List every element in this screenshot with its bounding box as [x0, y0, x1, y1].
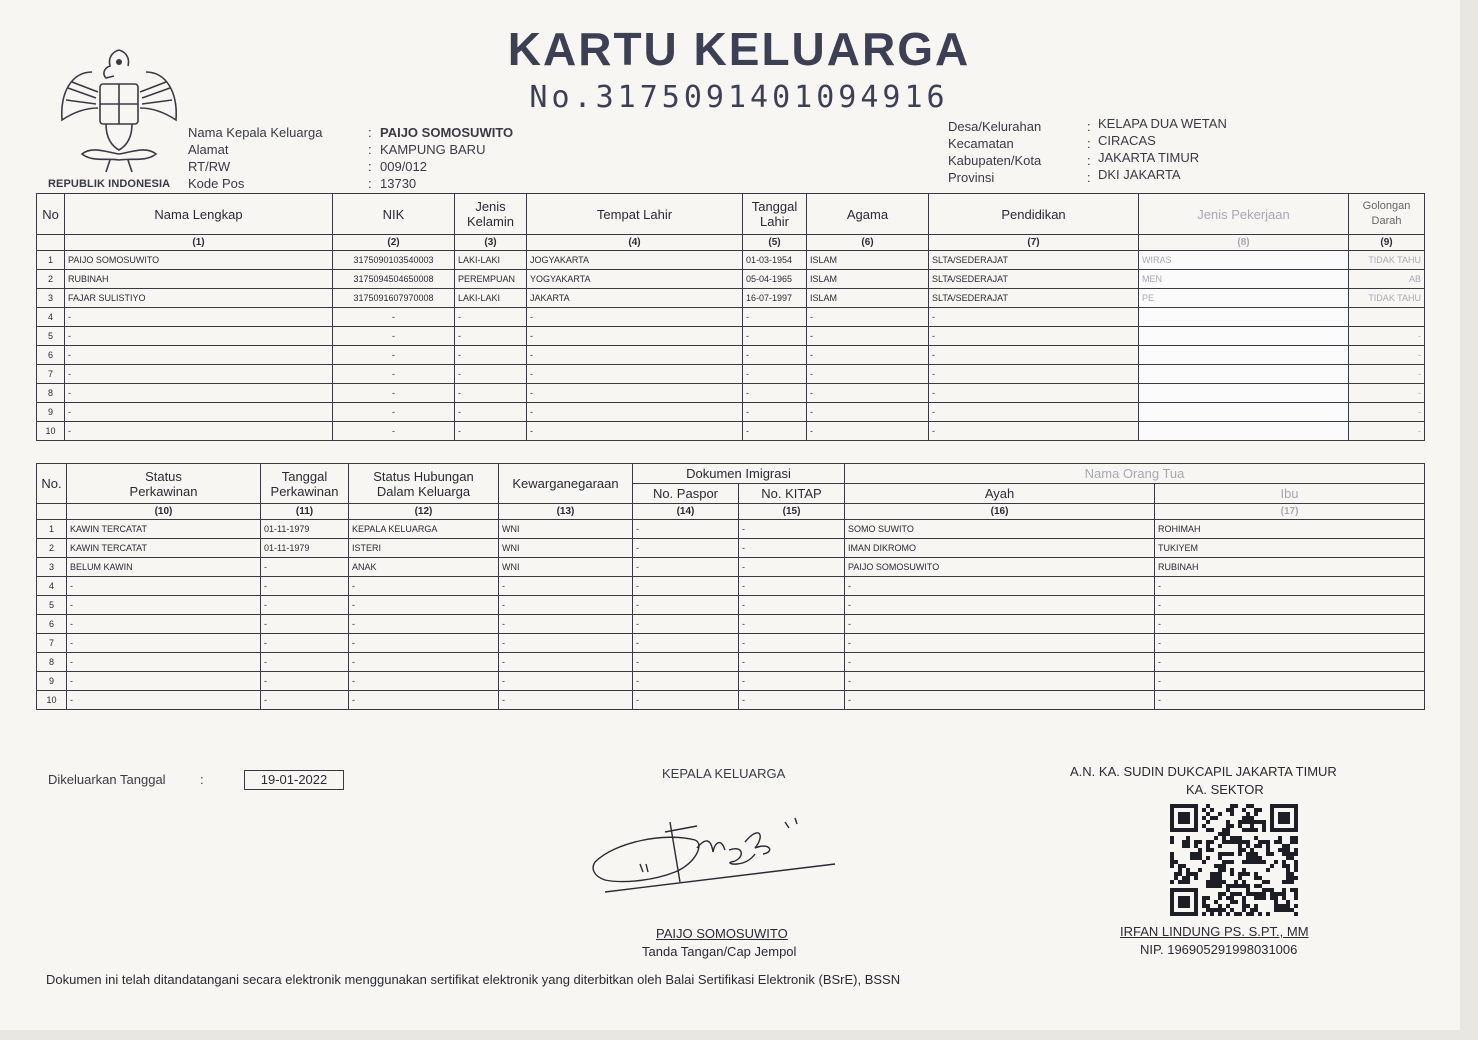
- cell-status: -: [67, 596, 261, 615]
- table-row: [37, 327, 1425, 346]
- cell-jk: -: [455, 403, 527, 422]
- cell-pendidikan: SLTA/SEDERAJAT: [929, 251, 1139, 270]
- cell-hub: KEPALA KELUARGA: [349, 520, 499, 539]
- cell-tgl: -: [743, 308, 807, 327]
- cell-kwn: -: [499, 577, 633, 596]
- cell-nama: FAJAR SULISTIYO: [65, 289, 333, 308]
- cell-hub: -: [349, 672, 499, 691]
- cell-gol: -: [1349, 403, 1425, 422]
- cell-tgl: -: [261, 634, 349, 653]
- emblem-caption: REPUBLIK INDONESIA: [48, 178, 171, 190]
- label-rt-rw: RT/RW: [188, 159, 231, 174]
- cell-paspor: -: [633, 653, 739, 672]
- cell-agama: -: [807, 327, 929, 346]
- cell-jk: -: [455, 308, 527, 327]
- cell-jk: -: [455, 346, 527, 365]
- cell-jk: -: [455, 422, 527, 441]
- official-name: IRFAN LINDUNG PS. S.PT., MM: [1120, 924, 1309, 939]
- cell-tempat: JAKARTA: [527, 289, 743, 308]
- cell-tgl: -: [743, 346, 807, 365]
- table-row: [37, 634, 1425, 653]
- cell-gol: [1349, 308, 1425, 327]
- head-of-family-name: PAIJO SOMOSUWITO: [656, 926, 788, 941]
- table-row: [37, 672, 1425, 691]
- cell-pekerjaan: WIRAS: [1139, 251, 1349, 270]
- cell-paspor: -: [633, 596, 739, 615]
- column-number-row: (1) (2) (3) (4) (5) (6) (7) (8) (9): [37, 235, 1425, 251]
- issued-date-label: Dikeluarkan Tanggal: [48, 772, 166, 787]
- cell-ibu: -: [1155, 615, 1425, 634]
- header-right-values: [1098, 115, 1227, 183]
- value-village: KELAPA DUA WETAN: [1098, 116, 1227, 131]
- cell-nik: 3175091607970008: [333, 289, 455, 308]
- signature-icon: [585, 802, 840, 907]
- cell-no: 7: [37, 365, 65, 384]
- cell-agama: -: [807, 346, 929, 365]
- cell-kwn: -: [499, 691, 633, 710]
- cell-kitap: -: [739, 691, 845, 710]
- cell-nik: -: [333, 346, 455, 365]
- cell-tgl: -: [261, 615, 349, 634]
- label-district: Kecamatan: [948, 136, 1014, 151]
- cell-status: KAWIN TERCATAT: [67, 520, 261, 539]
- cell-pekerjaan: [1139, 403, 1349, 422]
- table-row: [37, 422, 1425, 441]
- cell-nik: 3175094504650008: [333, 270, 455, 289]
- cell-tgl: -: [743, 327, 807, 346]
- cell-no: 1: [37, 520, 67, 539]
- cell-kitap: -: [739, 596, 845, 615]
- table-row: [37, 346, 1425, 365]
- cell-tempat: -: [527, 308, 743, 327]
- cell-paspor: -: [633, 539, 739, 558]
- column-number-row: (10) (11) (12) (13) (14) (15) (16) (17): [37, 504, 1425, 520]
- cell-tgl: -: [261, 596, 349, 615]
- cell-tgl: -: [261, 558, 349, 577]
- table-row: [37, 308, 1425, 327]
- col-header-citizenship: Kewarganegaraan: [499, 464, 633, 504]
- cell-tempat: JOGYAKARTA: [527, 251, 743, 270]
- col-header-birthplace: Tempat Lahir: [527, 194, 743, 235]
- cell-tgl: 01-11-1979: [261, 520, 349, 539]
- col-header-gender: Jenis Kelamin: [455, 194, 527, 235]
- members-table: [36, 193, 1425, 441]
- cell-agama: -: [807, 403, 929, 422]
- cell-nama: -: [65, 365, 333, 384]
- col-header-mother: Ibu: [1155, 484, 1425, 504]
- cell-tgl: 01-03-1954: [743, 251, 807, 270]
- cell-gol: AB: [1349, 270, 1425, 289]
- cell-agama: -: [807, 308, 929, 327]
- cell-pekerjaan: [1139, 384, 1349, 403]
- col-header-passport: No. Paspor: [633, 484, 739, 504]
- header-right-labels: [948, 118, 1041, 186]
- table-row: [37, 270, 1425, 289]
- cell-no: 9: [37, 672, 67, 691]
- cell-pendidikan: -: [929, 346, 1139, 365]
- cell-pendidikan: -: [929, 365, 1139, 384]
- label-regency: Kabupaten/Kota: [948, 153, 1042, 168]
- cell-pendidikan: -: [929, 384, 1139, 403]
- cell-paspor: -: [633, 615, 739, 634]
- official-nip: NIP. 196905291998031006: [1140, 942, 1298, 957]
- qr-code-icon: [1170, 804, 1298, 916]
- label-province: Provinsi: [948, 170, 995, 185]
- family-card-number: No.3175091401094916: [529, 80, 949, 115]
- cell-hub: -: [349, 577, 499, 596]
- cell-nik: -: [333, 327, 455, 346]
- cell-tgl: 01-11-1979: [261, 539, 349, 558]
- col-header-marriage-date: Tanggal Perkawinan: [261, 464, 349, 504]
- cell-nama: PAIJO SOMOSUWITO: [65, 251, 333, 270]
- cell-ayah: -: [845, 596, 1155, 615]
- label-postal-code: Kode Pos: [188, 176, 245, 191]
- cell-hub: -: [349, 634, 499, 653]
- cell-hub: -: [349, 691, 499, 710]
- cell-agama: ISLAM: [807, 251, 929, 270]
- cell-no: 5: [37, 596, 67, 615]
- cell-ibu: -: [1155, 596, 1425, 615]
- cell-nik: -: [333, 308, 455, 327]
- cell-agama: ISLAM: [807, 289, 929, 308]
- table-row: [37, 365, 1425, 384]
- cell-nama: -: [65, 403, 333, 422]
- col-header-full-name: Nama Lengkap: [65, 194, 333, 235]
- col-header-father: Ayah: [845, 484, 1155, 504]
- cell-kitap: -: [739, 558, 845, 577]
- cell-kitap: -: [739, 672, 845, 691]
- cell-nik: -: [333, 384, 455, 403]
- head-of-family-title: KEPALA KELUARGA: [662, 766, 786, 781]
- header-left-colons: : : : :: [368, 125, 372, 191]
- table-row: [37, 653, 1425, 672]
- cell-ibu: -: [1155, 653, 1425, 672]
- cell-no: 3: [37, 558, 67, 577]
- col-header-blood-type: Golongan Darah: [1349, 194, 1425, 235]
- cell-no: 1: [37, 251, 65, 270]
- cell-ibu: -: [1155, 577, 1425, 596]
- cell-status: -: [67, 672, 261, 691]
- cell-kwn: WNI: [499, 558, 633, 577]
- cell-status: -: [67, 691, 261, 710]
- col-header-kitap: No. KITAP: [739, 484, 845, 504]
- label-address: Alamat: [188, 142, 229, 157]
- cell-pendidikan: -: [929, 422, 1139, 441]
- cell-kitap: -: [739, 653, 845, 672]
- col-header-religion: Agama: [807, 194, 929, 235]
- cell-kitap: -: [739, 577, 845, 596]
- cell-paspor: -: [633, 520, 739, 539]
- cell-pekerjaan: [1139, 422, 1349, 441]
- col-header-parents: Nama Orang Tua: [845, 464, 1425, 484]
- cell-ayah: -: [845, 691, 1155, 710]
- cell-hub: ANAK: [349, 558, 499, 577]
- header-left-labels: [188, 124, 322, 192]
- cell-kwn: -: [499, 615, 633, 634]
- cell-tempat: -: [527, 327, 743, 346]
- cell-pendidikan: SLTA/SEDERAJAT: [929, 289, 1139, 308]
- cell-hub: -: [349, 653, 499, 672]
- cell-ibu: -: [1155, 672, 1425, 691]
- cell-paspor: -: [633, 634, 739, 653]
- table-row: [37, 577, 1425, 596]
- cell-no: 2: [37, 539, 67, 558]
- cell-nama: -: [65, 346, 333, 365]
- cell-no: 3: [37, 289, 65, 308]
- cell-no: 6: [37, 346, 65, 365]
- cell-pekerjaan: [1139, 346, 1349, 365]
- cell-no: 7: [37, 634, 67, 653]
- cell-kitap: -: [739, 615, 845, 634]
- cell-kwn: -: [499, 653, 633, 672]
- cell-jk: -: [455, 384, 527, 403]
- cell-kitap: -: [739, 520, 845, 539]
- cell-ibu: -: [1155, 691, 1425, 710]
- cell-status: KAWIN TERCATAT: [67, 539, 261, 558]
- cell-ayah: SOMO SUWITO: [845, 520, 1155, 539]
- cell-nama: -: [65, 384, 333, 403]
- cell-no: 2: [37, 270, 65, 289]
- cell-no: 4: [37, 577, 67, 596]
- cell-jk: -: [455, 327, 527, 346]
- cell-pekerjaan: [1139, 365, 1349, 384]
- cell-jk: -: [455, 365, 527, 384]
- cell-jk: LAKI-LAKI: [455, 251, 527, 270]
- value-rt-rw: 009/012: [380, 159, 427, 174]
- cell-nik: -: [333, 403, 455, 422]
- signature-caption: Tanda Tangan/Cap Jempol: [642, 944, 797, 959]
- issued-date-value: 19-01-2022: [244, 770, 344, 790]
- cell-no: 4: [37, 308, 65, 327]
- cell-tgl: 05-04-1965: [743, 270, 807, 289]
- cell-ayah: -: [845, 672, 1155, 691]
- table-row: [37, 251, 1425, 270]
- cell-gol: TIDAK TAHU: [1349, 251, 1425, 270]
- value-regency: JAKARTA TIMUR: [1098, 150, 1200, 165]
- col-header-occupation: Jenis Pekerjaan: [1139, 194, 1349, 235]
- cell-no: 6: [37, 615, 67, 634]
- cell-pendidikan: SLTA/SEDERAJAT: [929, 270, 1139, 289]
- civil-status-table: [36, 463, 1425, 710]
- value-address: KAMPUNG BARU: [380, 142, 486, 157]
- table-row: [37, 289, 1425, 308]
- cell-no: 10: [37, 422, 65, 441]
- cell-paspor: -: [633, 558, 739, 577]
- cell-tempat: -: [527, 422, 743, 441]
- cell-status: -: [67, 577, 261, 596]
- cell-tgl: -: [261, 691, 349, 710]
- cell-nik: 3175090103540003: [333, 251, 455, 270]
- cell-gol: TIDAK TAHU: [1349, 289, 1425, 308]
- table-row: [37, 615, 1425, 634]
- cell-nama: RUBINAH: [65, 270, 333, 289]
- cell-jk: LAKI-LAKI: [455, 289, 527, 308]
- cell-hub: ISTERI: [349, 539, 499, 558]
- cell-agama: -: [807, 384, 929, 403]
- table-row: [37, 539, 1425, 558]
- cell-no: 8: [37, 384, 65, 403]
- table-row: [37, 403, 1425, 422]
- e-signature-disclaimer: Dokumen ini telah ditandatangani secara elektronik menggunakan sertifikat elektronik yang diterbitkan oleh Balai Sertifikasi Elektronik (BSrE), BSSN: [46, 972, 901, 987]
- cell-ibu: -: [1155, 634, 1425, 653]
- cell-gol: -: [1349, 365, 1425, 384]
- cell-kwn: WNI: [499, 539, 633, 558]
- cell-status: -: [67, 615, 261, 634]
- table-row: [37, 384, 1425, 403]
- cell-ayah: -: [845, 577, 1155, 596]
- cell-nama: -: [65, 308, 333, 327]
- cell-no: 9: [37, 403, 65, 422]
- cell-tgl: -: [743, 384, 807, 403]
- cell-tempat: YOGYAKARTA: [527, 270, 743, 289]
- cell-kwn: WNI: [499, 520, 633, 539]
- cell-nama: -: [65, 422, 333, 441]
- cell-kwn: -: [499, 672, 633, 691]
- cell-status: BELUM KAWIN: [67, 558, 261, 577]
- cell-pendidikan: -: [929, 403, 1139, 422]
- cell-tgl: -: [743, 365, 807, 384]
- cell-kitap: -: [739, 539, 845, 558]
- cell-kwn: -: [499, 596, 633, 615]
- table-row: [37, 596, 1425, 615]
- cell-jk: PEREMPUAN: [455, 270, 527, 289]
- cell-paspor: -: [633, 577, 739, 596]
- value-district: CIRACAS: [1098, 133, 1156, 148]
- cell-agama: -: [807, 422, 929, 441]
- col-header-no: No.: [37, 464, 67, 504]
- cell-kwn: -: [499, 634, 633, 653]
- official-title: A.N. KA. SUDIN DUKCAPIL JAKARTA TIMUR: [1070, 764, 1337, 779]
- cell-gol: -: [1349, 346, 1425, 365]
- cell-hub: -: [349, 615, 499, 634]
- issued-date-colon: :: [200, 772, 204, 787]
- col-header-birthdate: Tanggal Lahir: [743, 194, 807, 235]
- cell-gol: -: [1349, 327, 1425, 346]
- cell-nik: -: [333, 365, 455, 384]
- cell-pekerjaan: MEN: [1139, 270, 1349, 289]
- cell-tgl: -: [261, 672, 349, 691]
- col-header-nik: NIK: [333, 194, 455, 235]
- cell-hub: -: [349, 596, 499, 615]
- cell-ibu: TUKIYEM: [1155, 539, 1425, 558]
- cell-pendidikan: -: [929, 327, 1139, 346]
- cell-ayah: -: [845, 653, 1155, 672]
- cell-tgl: 16-07-1997: [743, 289, 807, 308]
- cell-ibu: ROHIMAH: [1155, 520, 1425, 539]
- cell-nik: -: [333, 422, 455, 441]
- cell-paspor: -: [633, 672, 739, 691]
- header-left-values: [380, 124, 513, 192]
- cell-tgl: -: [261, 653, 349, 672]
- cell-no: 5: [37, 327, 65, 346]
- cell-tempat: -: [527, 384, 743, 403]
- cell-paspor: -: [633, 691, 739, 710]
- col-header-immigration-docs: Dokumen Imigrasi: [633, 464, 845, 484]
- cell-status: -: [67, 653, 261, 672]
- cell-tempat: -: [527, 365, 743, 384]
- cell-ayah: IMAN DIKROMO: [845, 539, 1155, 558]
- value-postal-code: 13730: [380, 176, 417, 191]
- cell-tempat: -: [527, 403, 743, 422]
- label-head-of-family: Nama Kepala Keluarga: [188, 125, 323, 140]
- cell-gol: -: [1349, 384, 1425, 403]
- cell-kitap: -: [739, 634, 845, 653]
- cell-pekerjaan: [1139, 327, 1349, 346]
- cell-tgl: -: [261, 577, 349, 596]
- cell-no: 8: [37, 653, 67, 672]
- cell-pekerjaan: [1139, 308, 1349, 327]
- value-head-of-family: PAIJO SOMOSUWITO: [380, 125, 514, 140]
- value-province: DKI JAKARTA: [1098, 167, 1181, 182]
- cell-ibu: RUBINAH: [1155, 558, 1425, 577]
- col-header-marital-status: Status Perkawinan: [67, 464, 261, 504]
- cell-tempat: -: [527, 346, 743, 365]
- table-row: [37, 691, 1425, 710]
- cell-pekerjaan: PE: [1139, 289, 1349, 308]
- col-header-family-relation: Status Hubungan Dalam Keluarga: [349, 464, 499, 504]
- table-row: [37, 520, 1425, 539]
- cell-gol: -: [1349, 422, 1425, 441]
- cell-no: 10: [37, 691, 67, 710]
- document-title: KARTU KELUARGA: [507, 23, 971, 75]
- cell-tgl: -: [743, 422, 807, 441]
- cell-nama: -: [65, 327, 333, 346]
- official-subtitle: KA. SEKTOR: [1186, 782, 1264, 797]
- col-header-education: Pendidikan: [929, 194, 1139, 235]
- cell-status: -: [67, 634, 261, 653]
- table-row: [37, 558, 1425, 577]
- col-header-no: No: [37, 194, 65, 235]
- cell-pendidikan: -: [929, 308, 1139, 327]
- cell-agama: -: [807, 365, 929, 384]
- label-village: Desa/Kelurahan: [948, 119, 1042, 134]
- cell-ayah: PAIJO SOMOSUWITO: [845, 558, 1155, 577]
- cell-ayah: -: [845, 615, 1155, 634]
- cell-ayah: -: [845, 634, 1155, 653]
- cell-tgl: -: [743, 403, 807, 422]
- cell-agama: ISLAM: [807, 270, 929, 289]
- header-right-colons: : : : :: [1087, 119, 1091, 185]
